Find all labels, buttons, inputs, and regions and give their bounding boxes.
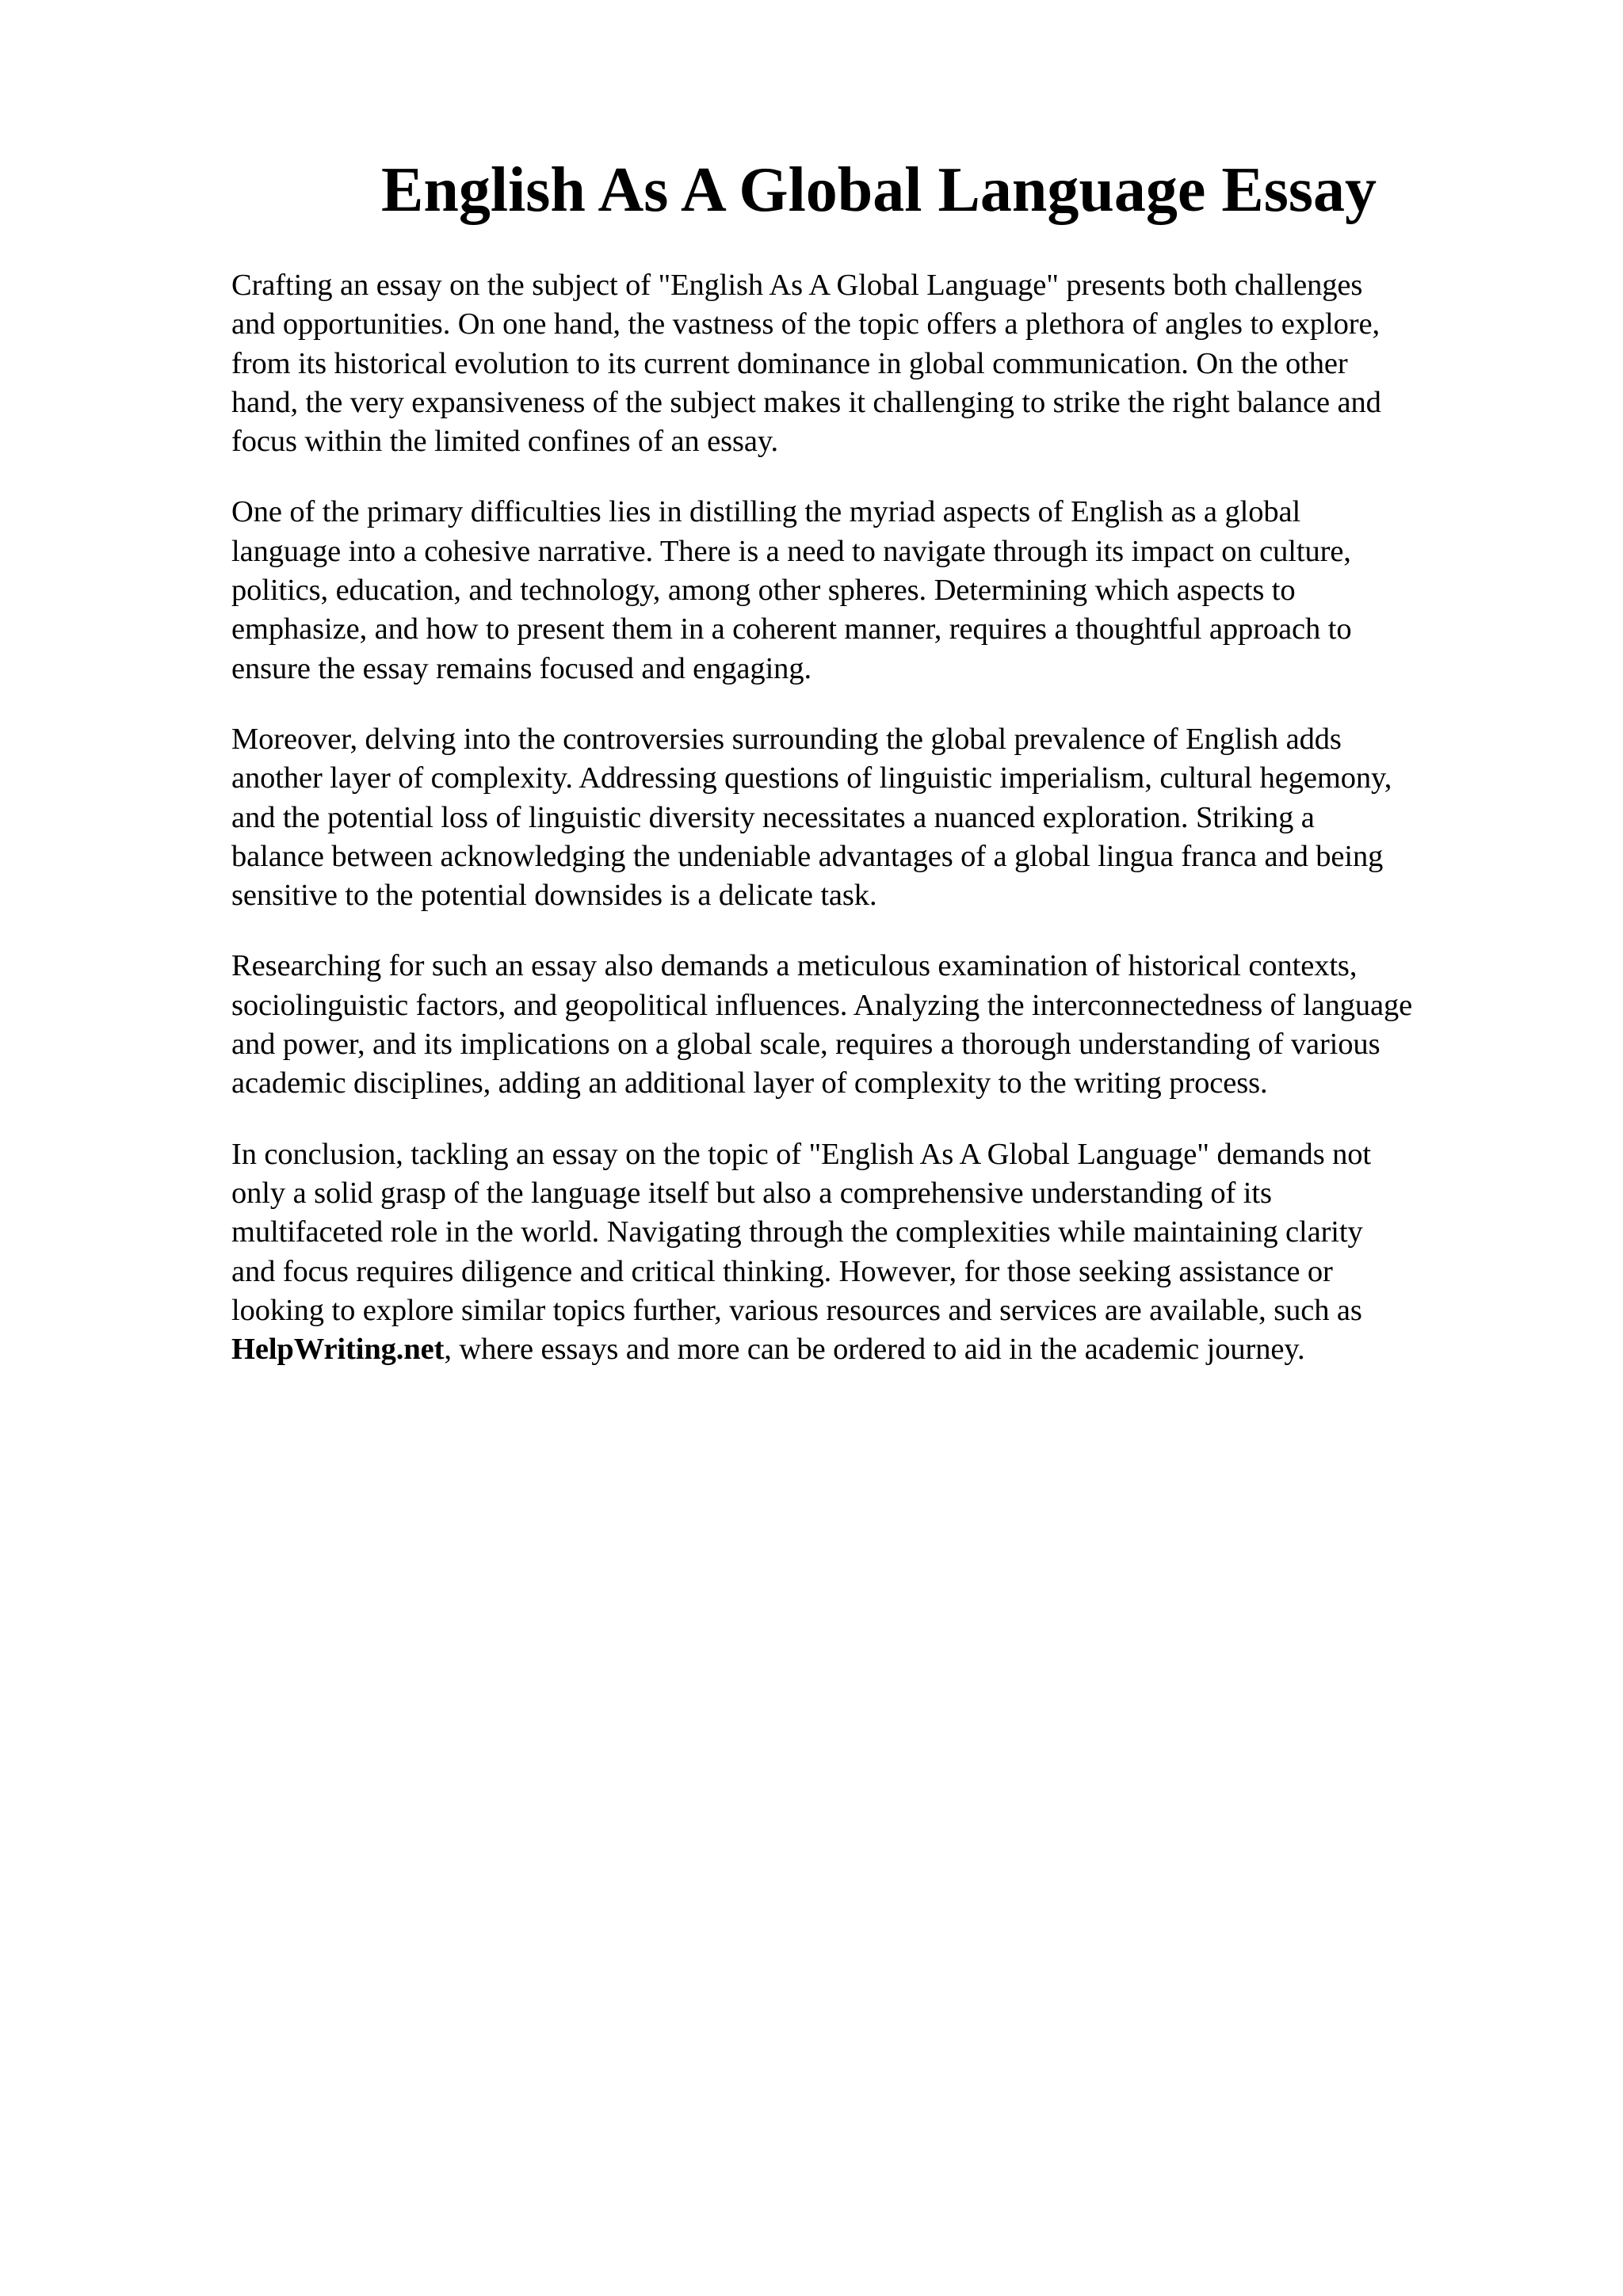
paragraph-line: and opportunities. On one hand, the vastness of the topic offers a plethora of angles to explore, xyxy=(231,307,1380,341)
paragraph-line: and focus requires diligence and critical thinking. However, for those seeking assistance or xyxy=(231,1254,1333,1288)
paragraph-line: looking to explore similar topics further, various resources and services are available, such as xyxy=(231,1293,1362,1327)
paragraph-line: Researching for such an essay also demands a meticulous examination of historical contexts, xyxy=(231,949,1358,983)
paragraph-line: only a solid grasp of the language itself but also a comprehensive understanding of its xyxy=(231,1176,1272,1210)
paragraph-4 xyxy=(231,947,1515,1103)
paragraph-3 xyxy=(231,720,1515,915)
paragraph-line: from its historical evolution to its current dominance in global communication. On the other xyxy=(231,346,1348,380)
paragraph-line: academic disciplines, adding an additional layer of complexity to the writing process. xyxy=(231,1066,1268,1100)
paragraph-line: One of the primary difficulties lies in distilling the myriad aspects of English as a global xyxy=(231,495,1301,529)
document-body xyxy=(231,266,1515,1401)
paragraph-line: In conclusion, tackling an essay on the topic of "English As A Global Language" demands not xyxy=(231,1137,1372,1171)
brand-link[interactable]: HelpWriting.net xyxy=(231,1333,445,1367)
paragraph-5 xyxy=(231,1135,1515,1370)
paragraph-line: sensitive to the potential downsides is a delicate task. xyxy=(231,879,877,913)
document-title: English As A Global Language Essay xyxy=(380,155,1377,225)
paragraph-line: and the potential loss of linguistic diversity necessitates a nuanced exploration. Striking a xyxy=(231,800,1315,834)
paragraph-1 xyxy=(231,266,1515,461)
paragraph-line: sociolinguistic factors, and geopolitical influences. Analyzing the interconnectedness of language xyxy=(231,988,1413,1022)
paragraph-line: and power, and its implications on a global scale, requires a thorough understanding of various xyxy=(231,1028,1381,1062)
paragraph-closing-line xyxy=(231,1330,1515,1369)
closing-text: , where essays and more can be ordered to aid in the academic journey. xyxy=(444,1333,1305,1367)
paragraph-line: balance between acknowledging the undeniable advantages of a global lingua franca and being xyxy=(231,839,1384,873)
paragraph-line: Crafting an essay on the subject of "English As A Global Language" presents both challenges xyxy=(231,269,1363,302)
paragraph-2 xyxy=(231,493,1515,688)
paragraph-line: emphasize, and how to present them in a coherent manner, requires a thoughtful approach to xyxy=(231,612,1352,646)
paragraph-line: Moreover, delving into the controversies surrounding the global prevalence of English adds xyxy=(231,722,1342,756)
paragraph-line: ensure the essay remains focused and engaging. xyxy=(231,651,812,685)
paragraph-line: politics, education, and technology, among other spheres. Determining which aspects to xyxy=(231,574,1296,608)
paragraph-line: another layer of complexity. Addressing questions of linguistic imperialism, cultural hegemony, xyxy=(231,761,1392,795)
paragraph-line: focus within the limited confines of an essay. xyxy=(231,425,779,459)
paragraph-line: hand, the very expansiveness of the subject makes it challenging to strike the right balance and xyxy=(231,385,1381,419)
paragraph-line: multifaceted role in the world. Navigating through the complexities while maintaining clarity xyxy=(231,1215,1363,1249)
paragraph-line: language into a cohesive narrative. There is a need to navigate through its impact on culture, xyxy=(231,534,1351,568)
